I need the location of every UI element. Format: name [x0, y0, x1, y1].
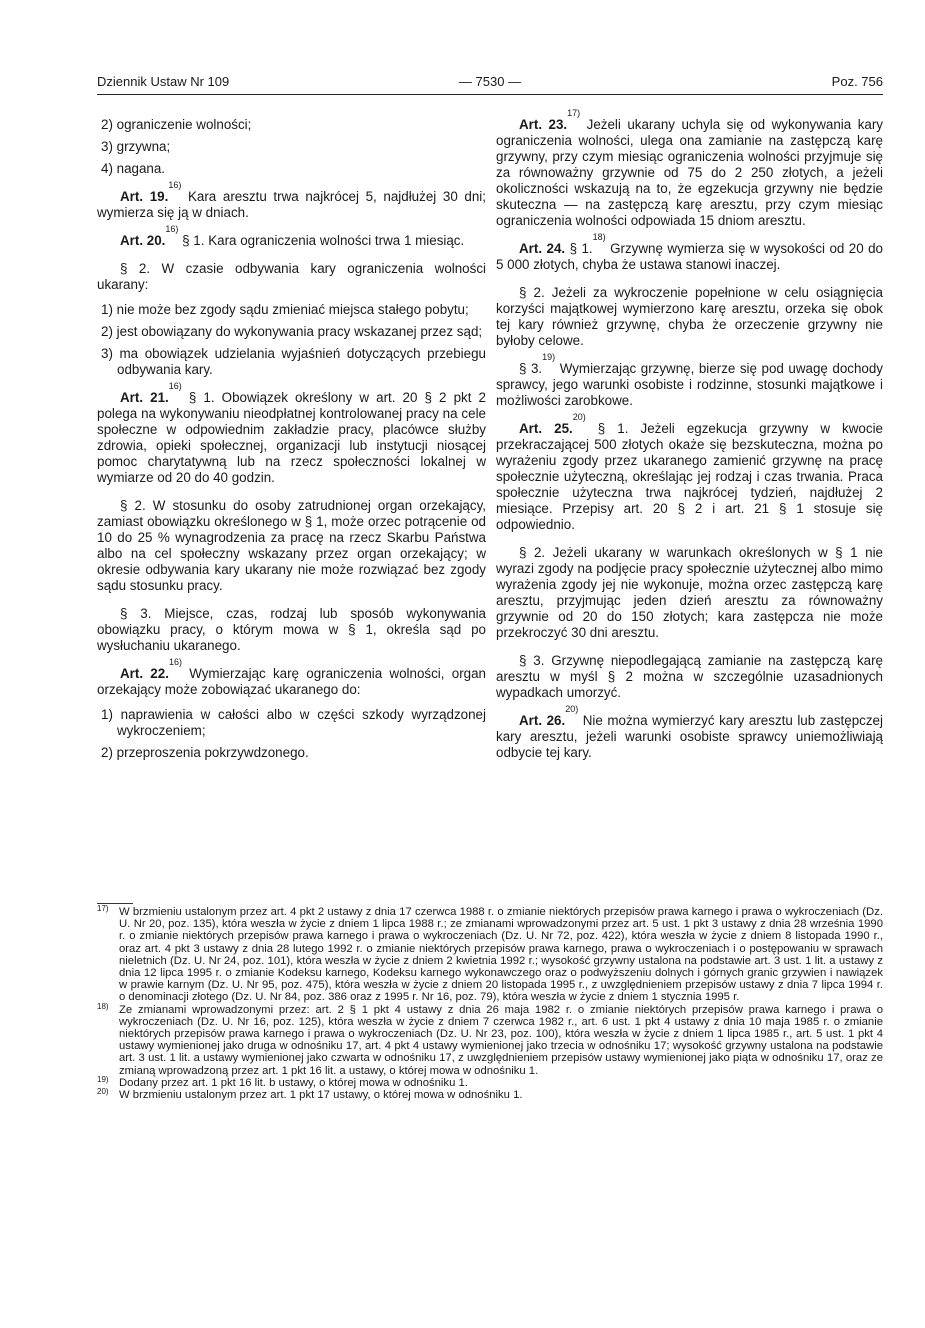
footnote-text: W brzmieniu ustalonym przez art. 1 pkt 17 ustawy, o której mowa w odnośniku 1.	[119, 1089, 523, 1102]
article-label: Art. 26.	[519, 713, 566, 728]
article-20	[97, 224, 486, 249]
footnote-text: W brzmieniu ustalonym przez art. 4 pkt 2 ustawy z dnia 17 czerwca 1988 r. o zmianie niektórych przepisów prawa karnego i prawa o wykroczeniach (Dz. U. Nr 20, poz. 135), która weszła w życie z dniem 1 lipca 1988 r.; ze zmianami wprowadzonymi przez art. 5 ust. 1 pkt 3 ustawy z dnia 28 września 1990 r. o zmianie niektórych przepisów prawa karnego i prawa o wykroczeniach (Dz. U. Nr 72, poz. 422), która weszła w życie z dniem 8 listopada 1990 r., oraz art. 4 pkt 3 ustawy z dnia 28 lutego 1992 r. o zmianie niektórych przepisów prawa karnego, prawa o wykroczeniach i o postępowaniu w sprawach nieletnich (Dz. U. Nr 24, poz. 101), która weszła w życie z dniem 2 kwietnia 1992 r.; wysokość grzywny ustalona na podstawie art. 3 ust. 1 lit. a ustawy z dnia 12 lipca 1995 r. o zmianie Kodeksu karnego, Kodeksu karnego wykonawczego oraz o podwyższeniu dolnych i górnych granic grzywien i nawiązek w prawie karnym (Dz. U. Nr 95, poz. 475), która weszła w życie z dniem 20 listopada 1995 r., z uwzględnieniem przepisów ustawy z dnia 7 lipca 1994 r. o denominacji złotego (Dz. U. Nr 84, poz. 386 oraz z 1995 r. Nr 16, poz. 79), która weszła w życie z dniem 1 stycznia 1995 r.	[119, 906, 883, 1004]
footnote	[97, 1089, 883, 1101]
article-25-par-2: § 2. Jeżeli ukarany w warunkach określonych w § 1 nie wyrazi zgody na podjęcie pracy społecznie użytecznej albo mimo wyrażenia zgody jej nie wykonuje, można orzec zastępczą karę aresztu, przyjmując jeden dzień aresztu za równoważny grzywnie od 20 do 150 złotych; kara zastępcza nie może przekroczyć 30 dni aresztu.	[496, 545, 883, 640]
footnote-ref: 19)	[542, 352, 556, 362]
article-text: § 1. Jeżeli egzekucja grzywny w kwocie przekraczającej 500 złotych okaże się bezskuteczna, można po wyrażeniu zgody przez ukaranego zamienić grzywnę na pracę społecznie użyteczną, określając jej rodzaj i czas trwania. Praca społecznie użyteczna trwa najkrócej tydzień, najdłużej 2 miesiące. Przepisy art. 20 § 2 i art. 21 § 1 stosuje się odpowiednio.	[496, 421, 883, 532]
item-text: jest obowiązany do wykonywania pracy wskazanej przez sąd;	[116, 324, 483, 339]
list-item	[97, 745, 486, 761]
list-item	[97, 324, 486, 340]
journal-title: Dziennik Ustaw Nr 109	[97, 74, 230, 89]
article-26	[496, 704, 883, 761]
article-25-par-3: § 3. Grzywnę niepodlegającą zamianie na zastępczą karę aresztu w myśl § 2 można w szczególnie uzasadnionych wypadkach umorzyć.	[496, 653, 883, 700]
footnotes	[97, 906, 883, 1101]
list-item: 3) grzywna;	[101, 139, 171, 154]
footnote-ref: 17)	[567, 108, 581, 118]
footnote-mark: 18)	[97, 1001, 109, 1011]
footnote-ref: 20)	[565, 704, 579, 714]
footnote	[97, 906, 883, 1004]
item-number: 2)	[101, 745, 113, 760]
paragraph-label: § 3.	[519, 361, 543, 376]
footnote-mark: 20)	[97, 1087, 109, 1097]
article-text: Kara aresztu trwa najkrócej 5, najdłużej 30 dni; wymierza się ją w dniach.	[97, 189, 486, 220]
article-24	[496, 232, 884, 273]
article-text: Grzywnę wymierza się w wysokości od 20 do 5 000 złotych, chyba że ustawa stanowi inaczej.	[496, 241, 884, 272]
article-label: Art. 24.	[519, 241, 566, 256]
item-number: 3)	[101, 346, 113, 361]
paragraph-label: § 1.	[565, 241, 593, 256]
footnote-ref: 16)	[168, 657, 182, 667]
list-item	[97, 346, 486, 378]
footnote-text: Dodany przez art. 1 pkt 16 lit. b ustawy, o której mowa w odnośniku 1.	[119, 1076, 468, 1089]
footnote-ref: 20)	[572, 412, 586, 422]
page-header	[97, 74, 883, 95]
item-text: naprawienia w całości albo w części szkody wyrządzonej wykroczeniem;	[117, 707, 486, 738]
article-label: Art. 21.	[120, 390, 169, 405]
article-19	[97, 180, 486, 221]
article-text: § 1. Kara ograniczenia wolności trwa 1 miesiąc.	[178, 233, 465, 248]
footnote	[97, 1001, 883, 1077]
footnote-mark: 19)	[97, 1074, 109, 1084]
footnote-ref: 18)	[592, 232, 606, 242]
position-number: Poz. 756	[831, 74, 883, 89]
article-21-par-3: § 3. Miejsce, czas, rodzaj lub sposób wykonywania obowiązku pracy, o którym mowa w § 1, określa sąd po wysłuchaniu ukaranego.	[97, 606, 486, 653]
article-24-par-2: § 2. Jeżeli za wykroczenie popełnione w celu osiągnięcia korzyści majątkowej wymierzono karę aresztu, orzeka się obok tej kary również grzywnę, chyba że orzeczenie grzywny nie byłoby celowe.	[496, 285, 883, 348]
page-number: — 7530 —	[458, 74, 522, 89]
footnote	[97, 1074, 883, 1089]
article-text: § 1. Obowiązek określony w art. 20 § 2 pkt 2 polega na wykonywaniu nieodpłatnej kontrolowanej pracy na cele społeczne w odpowiednim zakładzie pracy, placówce służby zdrowia, opieki społecznej, organizacji lub instytucji niosącej pomoc charytatywną lub na rzecz społeczności lokalnej w wymiarze od 20 do 40 godzin.	[97, 390, 486, 485]
article-25	[496, 412, 883, 533]
article-label: Art. 22.	[120, 666, 169, 681]
article-20-par-2: § 2. W czasie odbywania kary ograniczenia wolności ukarany:	[97, 261, 486, 292]
article-text: Wymierzając karę ograniczenia wolności, organ orzekający może zobowiązać ukaranego do:	[97, 666, 486, 697]
item-text: ma obowiązek udzielania wyjaśnień dotyczących przebiegu odbywania kary.	[117, 346, 486, 377]
article-label: Art. 19.	[120, 189, 169, 204]
article-21-par-2: § 2. W stosunku do osoby zatrudnionej organ orzekający, zamiast obowiązku określonego w § 1, może orzec potrącenie od 10 do 25 % wynagrodzenia za pracę na rzecz Skarbu Państwa albo na cel społeczny wskazany przez organ orzekający; w okresie odbywania kary ukarany nie może rozwiązać bez zgody sądu stosunku pracy.	[97, 498, 486, 593]
article-label: Art. 25.	[519, 421, 573, 436]
item-text: przeproszenia pokrzywdzonego.	[116, 745, 309, 760]
article-21	[97, 381, 486, 486]
footnote-ref: 16)	[168, 180, 182, 190]
article-text: Nie można wymierzyć kary aresztu lub zastępczej kary aresztu, jeżeli warunki osobiste sprawcy uniemożliwiają odbycie tej kary.	[496, 713, 883, 760]
article-text: Wymierzając grzywnę, bierze się pod uwagę dochody sprawcy, jego warunki osobiste i rodzinne, stosunki majątkowe i możliwości zarobkowe.	[496, 361, 883, 408]
article-label: Art. 20.	[120, 233, 166, 248]
left-column	[97, 117, 486, 767]
article-text: Jeżeli ukarany uchyla się od wykonywania kary ograniczenia wolności, ulega ona zamianie na zastępczą karę grzywny, przy czym miesiąc ograniczenia wolności przyjmuje się za równoważny grzywnie od 75 do 2 250 złotych, a jeżeli okoliczności wskazują na to, że egzekucja grzywny nie będzie skuteczna — na zastępczą karę aresztu, przy czym miesiąc ograniczenia wolności odpowiada 15 dniom aresztu.	[496, 117, 883, 228]
article-22	[97, 657, 486, 698]
item-text: nie może bez zgody sądu zmieniać miejsca stałego pobytu;	[116, 302, 469, 317]
list-item: 4) nagana.	[101, 161, 166, 176]
footnote-mark: 17)	[97, 904, 109, 913]
right-column	[496, 108, 884, 770]
list-item: 2) ograniczenie wolności;	[101, 117, 252, 132]
article-24-par-3	[496, 352, 883, 409]
footnote-text: Ze zmianami wprowadzonymi przez: art. 2 § 1 pkt 4 ustawy z dnia 26 maja 1982 r. o zmianie niektórych przepisów prawa karnego i prawa o wykroczeniach (Dz. U. Nr 16, poz. 125), która weszła w życie z dniem 7 czerwca 1982 r., art. 6 ust. 1 pkt 4 ustawy z dnia 10 maja 1985 r. o zmianie niektórych przepisów prawa karnego i prawa o wykroczeniach (Dz. U. Nr 23, poz. 100), która weszła w życie z dniem 1 lipca 1985 r., art. 5 ust. 1 pkt 4 ustawy wymienionej jako druga w odnośniku 17, art. 4 pkt 4 ustawy wymienionej jako trzecia w odnośniku 17; wysokość grzywny ustalona na podstawie art. 3 ust. 1 lit. a ustawy wymienionej jako czwarta w odnośniku 17, z uwzględnieniem przepisów ustawy wymienionej jako piąta w odnośniku 17, oraz ze zmianą wprowadzoną przez art. 1 pkt 16 lit. a ustawy, o której mowa w odnośniku 1.	[119, 1003, 883, 1077]
article-23	[496, 108, 883, 229]
article-label: Art. 23.	[519, 117, 568, 132]
footnote-ref: 16)	[165, 224, 179, 234]
item-number: 2)	[101, 324, 113, 339]
list-item	[97, 302, 486, 318]
list-item	[97, 707, 486, 739]
item-number: 1)	[101, 707, 113, 722]
item-number: 1)	[101, 302, 113, 317]
footnote-ref: 16)	[168, 381, 182, 391]
